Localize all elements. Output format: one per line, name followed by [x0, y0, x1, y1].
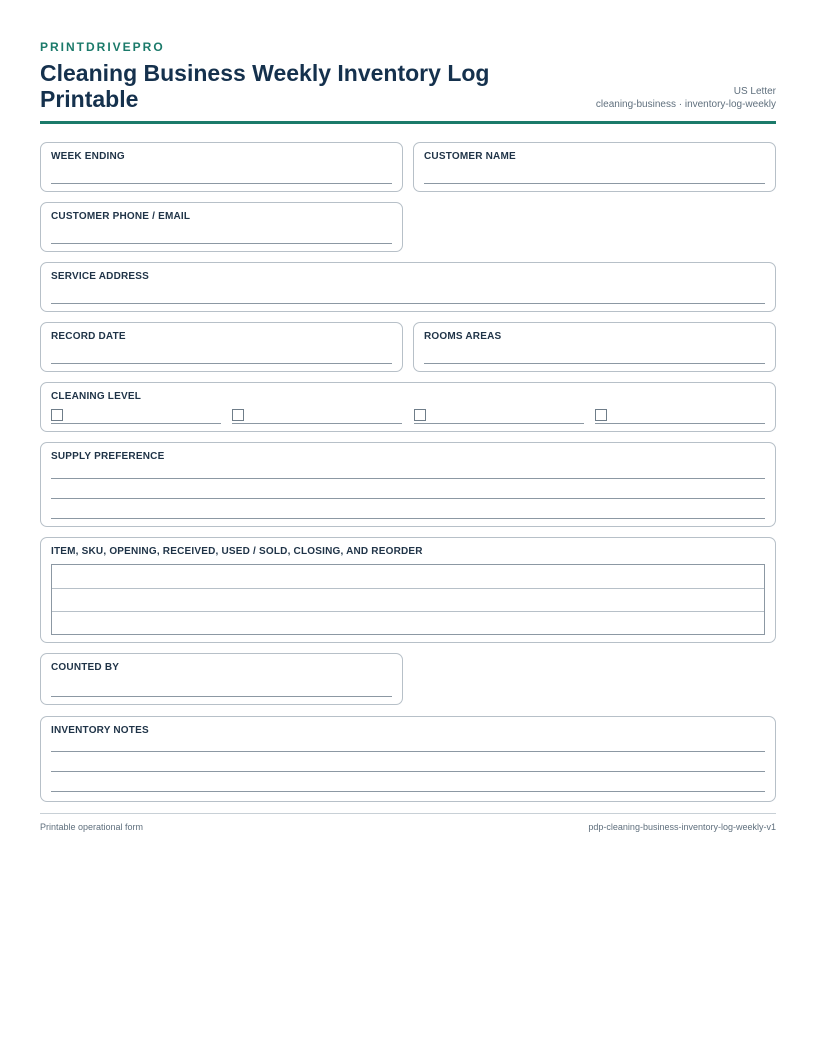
week-ending-field[interactable]: [40, 142, 403, 192]
cleaning-level-option-line-4[interactable]: [595, 423, 765, 424]
customer-name-field[interactable]: [413, 142, 776, 192]
table-row-divider: [52, 611, 764, 612]
service-address-label: SERVICE ADDRESS: [51, 271, 150, 282]
customer-contact-field[interactable]: [40, 202, 403, 252]
cleaning-level-checkbox-3[interactable]: [414, 409, 426, 421]
counted-by-label: COUNTED BY: [51, 662, 120, 673]
table-row-divider: [52, 588, 764, 589]
cleaning-level-checkbox-4[interactable]: [595, 409, 607, 421]
inventory-table-section: [40, 537, 776, 643]
inventory-notes-write-line[interactable]: [51, 771, 765, 772]
rooms-areas-label: ROOMS AREAS: [424, 331, 502, 342]
inventory-table-label: ITEM, SKU, OPENING, RECEIVED, USED / SOLD, CLOSING, AND REORDER: [51, 546, 423, 557]
document-meta: [596, 85, 776, 111]
customer-contact-write-line[interactable]: [51, 243, 392, 244]
supply-preference-label: SUPPLY PREFERENCE: [51, 451, 165, 462]
inventory-notes-write-line[interactable]: [51, 791, 765, 792]
week-ending-label: WEEK ENDING: [51, 151, 125, 162]
record-date-field[interactable]: [40, 322, 403, 372]
customer-name-write-line[interactable]: [424, 183, 765, 184]
counted-by-field[interactable]: [40, 653, 403, 705]
service-address-write-line[interactable]: [51, 303, 765, 304]
service-address-field[interactable]: [40, 262, 776, 312]
rooms-areas-field[interactable]: [413, 322, 776, 372]
rooms-areas-write-line[interactable]: [424, 363, 765, 364]
supply-preference-field[interactable]: [40, 442, 776, 527]
record-date-write-line[interactable]: [51, 363, 392, 364]
brand-logo-text: PRINTDRIVEPRO: [40, 40, 165, 54]
header-divider: [40, 121, 776, 124]
footer-form-id: pdp-cleaning-business-inventory-log-weekly-v1: [588, 822, 776, 832]
counted-by-write-line[interactable]: [51, 696, 392, 697]
cleaning-level-option-line-2[interactable]: [232, 423, 402, 424]
supply-preference-write-line[interactable]: [51, 498, 765, 499]
cleaning-level-option-line-3[interactable]: [414, 423, 584, 424]
cleaning-level-checkbox-1[interactable]: [51, 409, 63, 421]
cleaning-level-option-line-1[interactable]: [51, 423, 221, 424]
inventory-notes-field[interactable]: [40, 716, 776, 802]
footer-divider: [40, 813, 776, 814]
inventory-table[interactable]: [51, 564, 765, 635]
cleaning-level-field: [40, 382, 776, 432]
cleaning-level-checkbox-2[interactable]: [232, 409, 244, 421]
customer-name-label: CUSTOMER NAME: [424, 151, 516, 162]
footer-left-text: Printable operational form: [40, 822, 144, 832]
supply-preference-write-line[interactable]: [51, 518, 765, 519]
inventory-notes-label: INVENTORY NOTES: [51, 725, 149, 736]
inventory-notes-write-line[interactable]: [51, 751, 765, 752]
cleaning-level-label: CLEANING LEVEL: [51, 391, 142, 402]
document-slug: cleaning-business · inventory-log-weekly: [595, 99, 776, 110]
customer-contact-label: CUSTOMER PHONE / EMAIL: [51, 211, 191, 222]
page-title: Cleaning Business Weekly Inventory Log Printable: [40, 60, 490, 112]
record-date-label: RECORD DATE: [51, 331, 126, 342]
paper-size: US Letter: [733, 86, 776, 97]
supply-preference-write-line[interactable]: [51, 478, 765, 479]
week-ending-write-line[interactable]: [51, 183, 392, 184]
